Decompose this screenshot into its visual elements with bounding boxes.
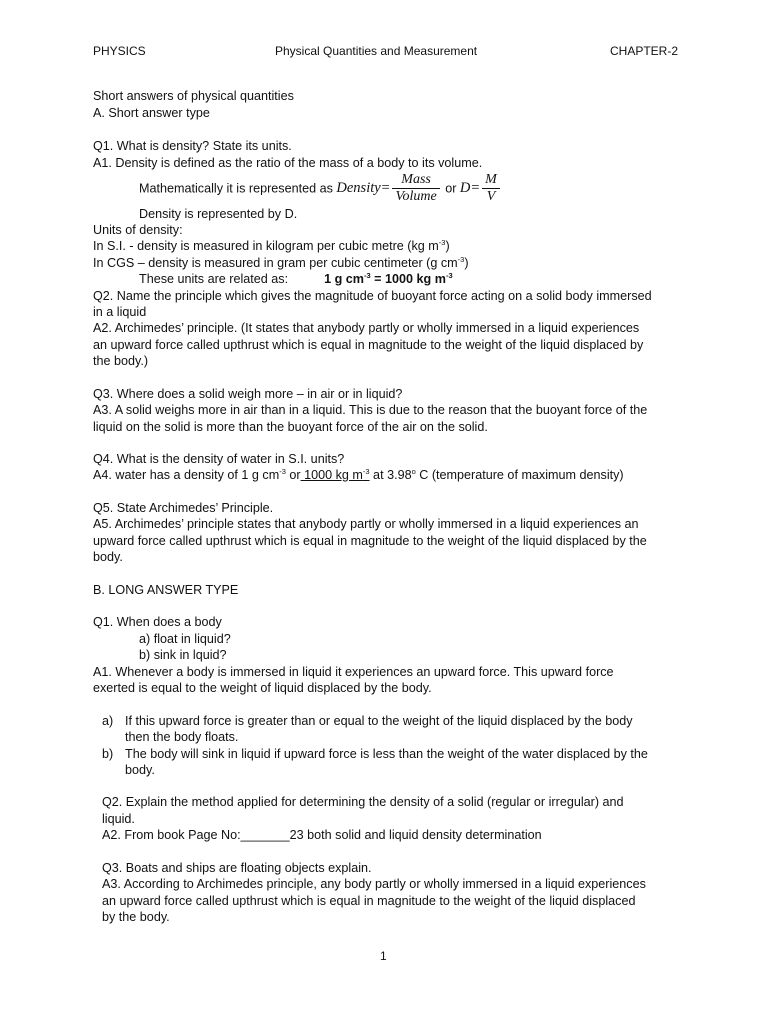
degree-symbol: o	[411, 467, 416, 476]
list-item-a-line-2: then the body floats.	[125, 730, 239, 744]
math-intro: Mathematically it is represented as	[139, 181, 333, 196]
cgs-unit-close: )	[464, 256, 469, 270]
list-marker-a: a)	[102, 714, 114, 728]
long-question-2-line-1: Q2. Explain the method applied for determining the density of a solid (regular or irregular) and	[102, 795, 624, 809]
answer-2-line-2: an upward force called upthrust which is equal in magnitude to the weight of the liquid displaced by	[93, 338, 644, 352]
density-word: Density=	[336, 180, 391, 196]
answer-4-end: C (temperature of maximum density)	[415, 468, 624, 482]
header-chapter: CHAPTER-2	[610, 44, 679, 58]
long-answer-3-line-3: by the body.	[102, 910, 170, 924]
answer-4-text: A4. water has a density of 1 g cm	[93, 468, 280, 482]
long-question-1-b: b) sink in lquid?	[139, 648, 227, 662]
relation-g: 1 g cm	[324, 272, 365, 286]
answer-4-sup-2: -3	[362, 467, 370, 476]
question-1: Q1. What is density? State its units.	[93, 139, 292, 153]
long-answer-3-line-2: an upward force called upthrust which is equal in magnitude to the weight of the liquid displaced	[102, 894, 636, 908]
answer-2-line-3: the body.)	[93, 354, 149, 368]
relation-sup-1: -3	[364, 271, 371, 280]
question-5: Q5. State Archimedes’ Principle.	[93, 501, 274, 515]
answer-3-line-1: A3. A solid weighs more in air than in a liquid. This is due to the reason that the buoyant force of the	[93, 403, 648, 417]
document-title: Short answers of physical quantities	[93, 89, 294, 103]
answer-5-line-1: A5. Archimedes’ principle states that anybody partly or wholly immersed in a liquid experiences an	[93, 517, 639, 531]
long-answer-1-line-1: A1. Whenever a body is immersed in liquid it experiences an upward force. This upward force	[93, 665, 614, 679]
answer-4-or: or	[285, 468, 301, 482]
d-equals: D=	[459, 180, 481, 196]
answer-4	[93, 468, 624, 482]
v-denominator: V	[486, 189, 496, 204]
long-answer-3-line-1: A3. According to Archimedes principle, any body partly or wholly immersed in a liquid experiences	[102, 877, 646, 891]
volume-denominator: Volume	[395, 189, 437, 204]
question-3: Q3. Where does a solid weigh more – in air or in liquid?	[93, 387, 403, 401]
answer-5-line-3: body.	[93, 550, 123, 564]
cgs-unit-line	[93, 256, 469, 270]
question-2-line-1: Q2. Name the principle which gives the magnitude of buoyant force acting on a solid body immersed	[93, 289, 652, 303]
long-question-2-line-2: liquid.	[102, 812, 135, 826]
cgs-unit-sup: -3	[457, 255, 465, 264]
answer-4-kg	[301, 468, 370, 482]
answer-1: A1. Density is defined as the ratio of the mass of a body to its volume.	[93, 156, 483, 170]
mass-volume-fraction	[392, 172, 439, 205]
relation-sup-2: -3	[445, 271, 453, 280]
answer-3-line-2: liquid on the solid is more than the buoyant force of the air on the solid.	[93, 420, 488, 434]
list-item-a-line-1: If this upward force is greater than or equal to the weight of the liquid displaced by the body	[125, 714, 633, 728]
si-unit-text: In S.I. - density is measured in kilogram per cubic metre (kg m	[93, 239, 439, 253]
header-subject: PHYSICS	[93, 44, 146, 58]
answer-5-line-2: upward force called upthrust which is equal in magnitude to the weight of the liquid displaced by the	[93, 534, 647, 548]
density-symbol: Density is represented by D.	[139, 207, 298, 221]
m-numerator: M	[482, 172, 500, 189]
answer-4-kg-text: 1000 kg m	[300, 468, 363, 482]
answer-2-line-1: A2. Archimedes’ principle. (It states that anybody partly or wholly immersed in a liquid experiences	[93, 321, 640, 335]
cgs-unit-text: In CGS – density is measured in gram per cubic centimeter (g cm	[93, 256, 458, 270]
long-question-1-a: a) float in liquid?	[139, 632, 231, 646]
long-question-1: Q1. When does a body	[93, 615, 222, 629]
units-heading: Units of density:	[93, 223, 183, 237]
si-unit-close: )	[445, 239, 450, 253]
long-answer-2: A2. From book Page No:_______23 both solid and liquid density determination	[102, 828, 542, 842]
or-word: or	[445, 181, 457, 196]
long-question-3: Q3. Boats and ships are floating objects explain.	[102, 861, 372, 875]
list-item-b-line-1: The body will sink in liquid if upward force is less than the weight of the water displaced by the	[125, 747, 648, 761]
page-number: 1	[380, 949, 387, 963]
si-unit-line	[93, 239, 450, 253]
header-title: Physical Quantities and Measurement	[275, 44, 478, 58]
relation-intro: These units are related as:	[139, 272, 289, 286]
question-2-line-2: in a liquid	[93, 305, 147, 319]
section-b-heading: B. LONG ANSWER TYPE	[93, 583, 239, 597]
list-marker-b: b)	[102, 747, 114, 761]
list-item-b-line-2: body.	[125, 763, 155, 777]
si-unit-sup: -3	[438, 238, 446, 247]
answer-4-sup-1: -3	[279, 467, 286, 476]
m-v-fraction	[482, 172, 500, 205]
mass-numerator: Mass	[392, 172, 439, 189]
question-4: Q4. What is the density of water in S.I. units?	[93, 452, 345, 466]
answer-4-temp: at 3.98	[369, 468, 412, 482]
section-a-heading: A. Short answer type	[93, 106, 210, 120]
unit-relation-line	[139, 272, 453, 286]
density-formula	[139, 172, 502, 205]
relation-kg: = 1000 kg m	[370, 272, 446, 286]
long-answer-1-line-2: exerted is equal to the weight of liquid displaced by the body.	[93, 681, 432, 695]
